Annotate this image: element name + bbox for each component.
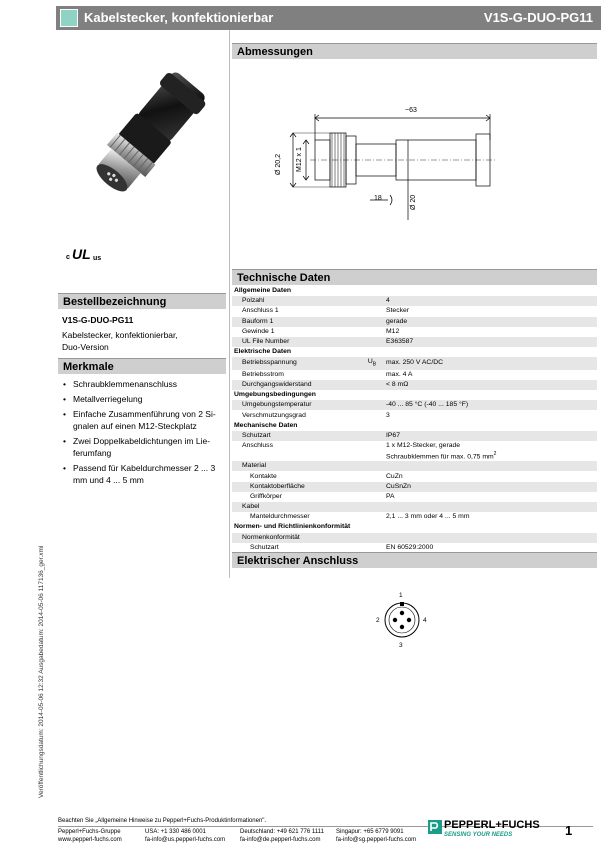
order-desc-line1: Kabelstecker, konfektionierbar, <box>62 330 178 340</box>
footer-usa-phone: USA: +1 330 486 0001 <box>145 829 206 835</box>
order-code: V1S-G-DUO-PG11 <box>62 315 134 325</box>
table-row: Manteldurchmesser 2,1 ... 3 mm oder 4 ... 5 mm <box>250 513 470 521</box>
table-row: Schutzart EN 60529:2000 <box>250 543 434 551</box>
group-heading: Umgebungsbedingungen <box>234 391 316 399</box>
dim-total-length: ~63 <box>405 107 417 114</box>
table-row: Umgebungstemperatur -40 ... 85 °C (-40 ... 185 °F) <box>232 400 597 410</box>
pin-diagram <box>372 590 432 652</box>
header-square-icon <box>60 9 78 27</box>
table-row: Material <box>232 461 597 471</box>
group-heading: Mechanische Daten <box>234 421 298 429</box>
table-row: Durchgangswiderstand < 8 mΩ <box>232 380 597 390</box>
cert-us-label: us <box>93 255 102 262</box>
order-desc-line2: Duo-Version <box>62 342 109 352</box>
ul-certification-icon <box>66 246 106 266</box>
group-heading: Normen- und Richtlinienkonformität <box>234 523 351 531</box>
feature-item: • Passend für Kabeldurchmesser 2 ... 3 mm und 4 ... 5 mm <box>62 462 224 486</box>
table-row: Normenkonformität <box>232 533 597 543</box>
table-row: Kontaktoberfläche CuSnZn <box>232 482 597 492</box>
footer-sg-email[interactable]: fa-info@sg.pepperl-fuchs.com <box>336 837 417 843</box>
table-row: UL File Number E363587 <box>232 337 597 347</box>
brand-logo-icon <box>428 820 442 834</box>
dim-wrench-size: 18 <box>374 195 382 202</box>
dimension-drawing <box>270 100 500 240</box>
column-divider <box>229 30 230 578</box>
publication-date-sidebar: Veröffentlichungsdatum: 2014-05-06 12:32 Ausgabedatum: 2014-05-06 117136_ger.xml <box>38 545 45 798</box>
feature-item: • Metallverriegelung <box>62 393 224 405</box>
pin-label-2: 2 <box>376 617 380 624</box>
dimensions-section-header: Abmessungen <box>232 43 597 59</box>
footer-note: Beachten Sie „Allgemeine Hinweise zu Pepperl+Fuchs-Produktinformationen". <box>58 818 267 824</box>
page-number: 1 <box>565 823 573 838</box>
product-image <box>60 66 210 216</box>
dim-outer-diameter: Ø 20,2 <box>275 153 282 175</box>
group-heading: Allgemeine Daten <box>234 287 292 295</box>
table-row: Anschluss 1 Stecker <box>242 307 410 315</box>
footer-de-phone: Deutschland: +49 621 776 1111 <box>240 829 324 835</box>
brand-slogan: SENSING YOUR NEEDS <box>444 832 513 838</box>
brand-name: PEPPERL+FUCHS <box>444 819 540 831</box>
table-row: Griffkörper PA <box>250 492 395 500</box>
table-row: Verschmutzungsgrad 3 <box>242 411 390 419</box>
dim-body-diameter: Ø 20 <box>410 194 417 210</box>
feature-item: • Zwei Doppelkabeldichtungen im Lie-ferumfang <box>62 435 224 459</box>
group-heading: Elektrische Daten <box>234 348 292 356</box>
table-row: Anschluss 1 x M12-Stecker, gerade Schraubklemmen für max. 0,75 $mm^2$ <box>242 441 497 461</box>
table-row: Betriebsspannung $U_B$ max. 250 V AC/DC <box>232 357 597 369</box>
features-section-header: Merkmale <box>58 358 226 374</box>
table-row: Kontakte CuZn <box>250 472 403 480</box>
features-list <box>62 378 224 489</box>
header-product-code: V1S-G-DUO-PG11 <box>483 10 593 25</box>
pin-label-3: 3 <box>399 642 403 649</box>
header-bar <box>56 6 601 30</box>
table-row: Bauform 1 gerade <box>232 317 597 327</box>
table-row: Kabel <box>232 502 597 512</box>
table-row: Schutzart IP67 <box>232 431 597 441</box>
order-section-header: Bestellbezeichnung <box>58 293 226 309</box>
pin-label-1: 1 <box>399 592 403 599</box>
table-row: Betriebsstrom max. 4 A <box>242 370 413 378</box>
cert-ul-label: UL <box>72 246 91 262</box>
cert-c-label: c <box>66 254 70 261</box>
footer-website-link[interactable]: www.pepperl-fuchs.com <box>58 837 122 843</box>
technical-data-table <box>232 286 597 553</box>
footer-sg-phone: Singapur: +65 6779 9091 <box>336 829 404 835</box>
footer-usa-email[interactable]: fa-info@us.pepperl-fuchs.com <box>145 837 226 843</box>
table-row: Polzahl 4 <box>232 296 597 306</box>
technical-section-header: Technische Daten <box>232 269 597 285</box>
pin-label-4: 4 <box>423 617 427 624</box>
footer-group: Pepperl+Fuchs-Gruppe <box>58 829 121 835</box>
header-title: Kabelstecker, konfektionierbar <box>84 10 274 25</box>
footer-de-email[interactable]: fa-info@de.pepperl-fuchs.com <box>240 837 321 843</box>
electrical-connection-section-header: Elektrischer Anschluss <box>232 552 597 568</box>
table-row: Gewinde 1 M12 <box>242 327 400 335</box>
feature-item: • Schraubklemmenanschluss <box>62 378 224 390</box>
dim-thread: M12 x 1 <box>296 147 303 172</box>
feature-item: • Einfache Zusammenführung von 2 Si-gnalen auf einen M12-Steckplatz <box>62 408 224 432</box>
